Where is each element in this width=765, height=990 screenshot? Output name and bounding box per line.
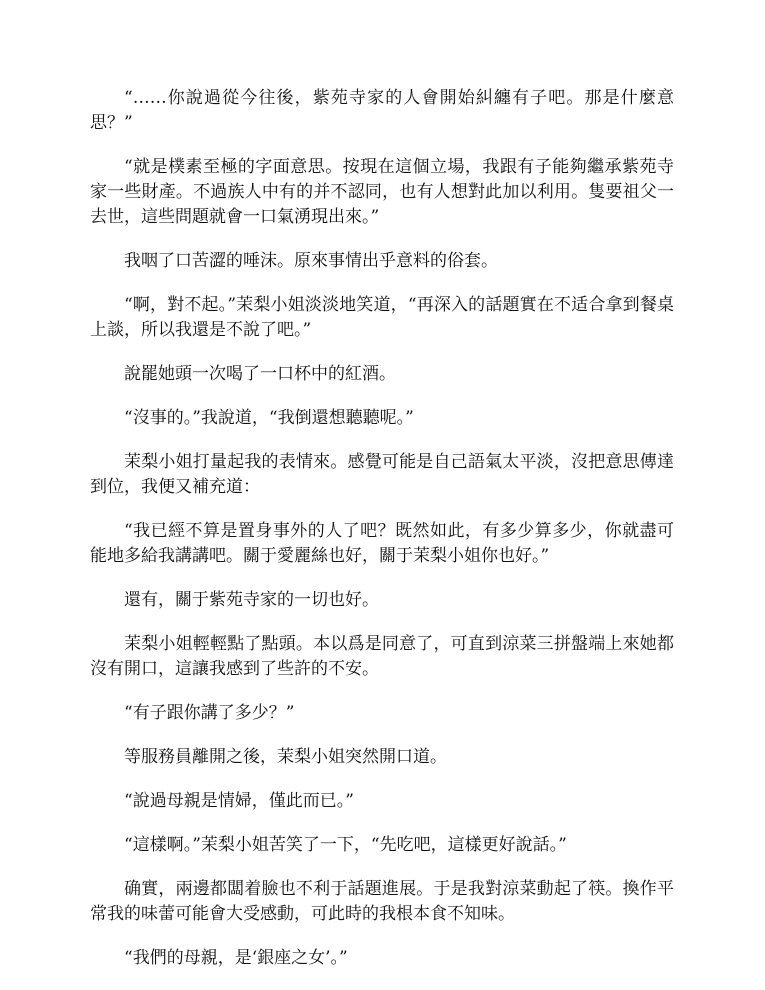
paragraph: 說罷她頭一次喝了一口杯中的紅酒。 bbox=[124, 364, 396, 384]
paragraph: 我咽了口苦澀的唾沫。原來事情出乎意料的俗套。 bbox=[124, 251, 498, 271]
document-body bbox=[90, 86, 674, 990]
paragraph: 确實，兩邊都闆着臉也不利于話題進展。于是我對涼菜動起了筷。換作平常我的味蕾可能會大受感動，可此時的我根本食不知味。 bbox=[90, 879, 674, 924]
paragraph: “說過母親是情婦，僅此而已。” bbox=[124, 791, 354, 811]
paragraph: “啊，對不起。”茉梨小姐淡淡地笑道，“再深入的話題實在不适合拿到餐桌上談，所以我還是不說了吧。” bbox=[90, 295, 674, 340]
paragraph: “就是樸素至極的字面意思。按現在這個立場，我跟有子能夠繼承紫苑寺家一些財產。不過族人中有的并不認同，也有人想對此加以利用。隻要祖父一去世，這些問題就會一口氣湧現出來。” bbox=[90, 157, 674, 227]
paragraph: “沒事的。”我說道，“我倒還想聽聽呢。” bbox=[124, 408, 414, 428]
paragraph: “我已經不算是置身事外的人了吧？既然如此，有多少算多少，你就盡可能地多給我講講吧。關于愛麗絲也好，關于茉梨小姐你也好。” bbox=[90, 521, 674, 566]
paragraph: 還有，關于紫苑寺家的一切也好。 bbox=[124, 590, 379, 610]
paragraph: “我們的母親，是‘銀座之女’。” bbox=[124, 948, 348, 968]
paragraph: “有子跟你講了多少？” bbox=[124, 703, 295, 723]
paragraph: 茉梨小姐輕輕點了點頭。本以爲是同意了，可直到涼菜三拼盤端上來她都沒有開口，這讓我感到了些許的不安。 bbox=[90, 634, 674, 679]
paragraph: 等服務員離開之後，茉梨小姐突然開口道。 bbox=[124, 747, 447, 767]
paragraph: 茉梨小姐打量起我的表情來。感覺可能是自己語氣太平淡，沒把意思傳達到位，我便又補充道： bbox=[90, 452, 674, 497]
paragraph: “……你說過從今往後，紫苑寺家的人會開始糾纏有子吧。那是什麼意思？” bbox=[90, 88, 674, 133]
paragraph: “這樣啊。”茉梨小姐苦笑了一下，“先吃吧，這樣更好說話。” bbox=[124, 835, 567, 855]
